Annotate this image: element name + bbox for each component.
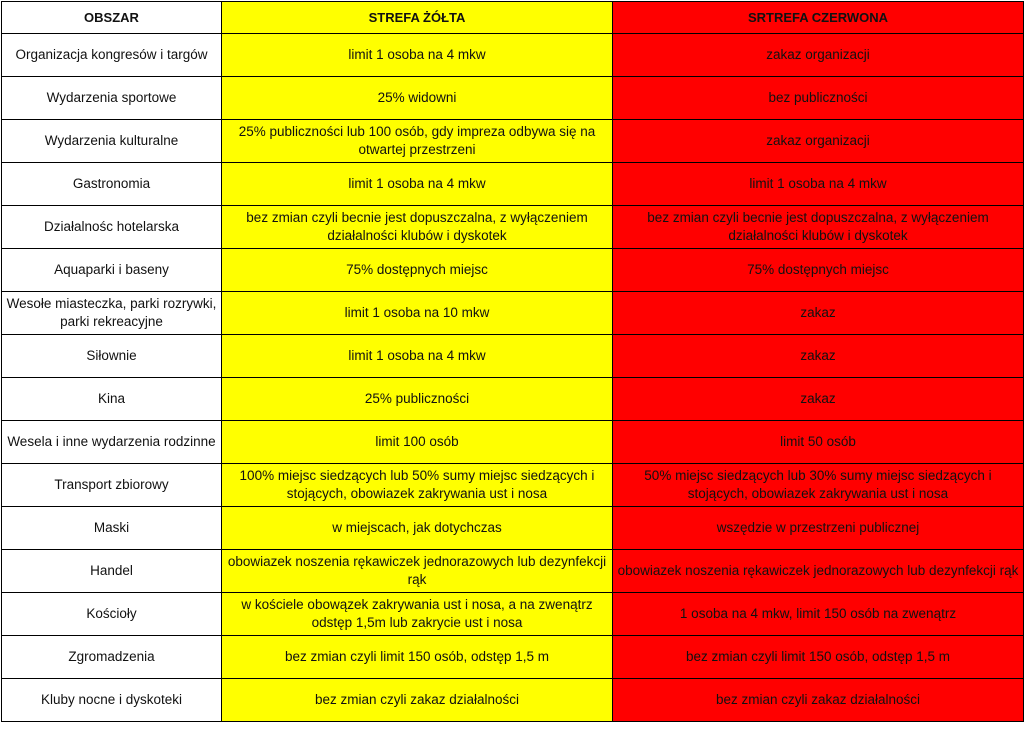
area-cell: Aquaparki i baseny [2,249,222,292]
red-zone-cell: zakaz organizacji [613,120,1024,163]
yellow-zone-cell: w kościele obowązek zakrywania ust i nosa, a na zwenątrz odstęp 1,5m lub zakrycie ust i nosa [222,593,613,636]
red-zone-cell: limit 1 osoba na 4 mkw [613,163,1024,206]
yellow-zone-cell: 75% dostępnych miejsc [222,249,613,292]
yellow-zone-cell: 25% publiczności lub 100 osób, gdy impreza odbywa się na otwartej przestrzeni [222,120,613,163]
yellow-zone-cell: limit 1 osoba na 10 mkw [222,292,613,335]
table-row [2,163,1024,206]
header-red-zone: SRTREFA CZERWONA [613,2,1024,34]
table-row [2,292,1024,335]
red-zone-cell: 50% miejsc siedzących lub 30% sumy miejsc siedzących i stojących, obowiazek zakrywania ust i nosa [613,464,1024,507]
yellow-zone-cell: bez zmian czyli becnie jest dopuszczalna, z wyłączeniem działalności klubów i dyskotek [222,206,613,249]
red-zone-cell: wszędzie w przestrzeni publicznej [613,507,1024,550]
yellow-zone-cell: limit 100 osób [222,421,613,464]
red-zone-cell: 75% dostępnych miejsc [613,249,1024,292]
yellow-zone-cell: 100% miejsc siedzących lub 50% sumy miejsc siedzących i stojących, obowiazek zakrywania ust i nosa [222,464,613,507]
yellow-zone-cell: limit 1 osoba na 4 mkw [222,335,613,378]
table-row [2,34,1024,77]
table-row [2,77,1024,120]
table-row [2,421,1024,464]
yellow-zone-cell: bez zmian czyli zakaz działalności [222,679,613,722]
table-row [2,378,1024,421]
table-row [2,679,1024,722]
red-zone-cell: zakaz organizacji [613,34,1024,77]
red-zone-cell: obowiazek noszenia rękawiczek jednorazowych lub dezynfekcji rąk [613,550,1024,593]
red-zone-cell: limit 50 osób [613,421,1024,464]
yellow-zone-cell: bez zmian czyli limit 150 osób, odstęp 1,5 m [222,636,613,679]
red-zone-cell: bez zmian czyli becnie jest dopuszczalna, z wyłączeniem działalności klubów i dyskotek [613,206,1024,249]
area-cell: Kina [2,378,222,421]
area-cell: Zgromadzenia [2,636,222,679]
area-cell: Organizacja kongresów i targów [2,34,222,77]
header-row [2,2,1024,34]
yellow-zone-cell: limit 1 osoba na 4 mkw [222,34,613,77]
yellow-zone-cell: 25% widowni [222,77,613,120]
red-zone-cell: bez publiczności [613,77,1024,120]
area-cell: Kluby nocne i dyskoteki [2,679,222,722]
area-cell: Wydarzenia kulturalne [2,120,222,163]
area-cell: Wydarzenia sportowe [2,77,222,120]
yellow-zone-cell: w miejscach, jak dotychczas [222,507,613,550]
header-area: OBSZAR [2,2,222,34]
area-cell: Kościoły [2,593,222,636]
area-cell: Wesołe miasteczka, parki rozrywki, parki rekreacyjne [2,292,222,335]
area-cell: Transport zbiorowy [2,464,222,507]
area-cell: Działalnośc hotelarska [2,206,222,249]
restrictions-table [1,1,1024,722]
area-cell: Wesela i inne wydarzenia rodzinne [2,421,222,464]
table-row [2,507,1024,550]
red-zone-cell: bez zmian czyli zakaz działalności [613,679,1024,722]
table-row [2,464,1024,507]
red-zone-cell: zakaz [613,292,1024,335]
table-row [2,636,1024,679]
table-row [2,593,1024,636]
table-row [2,206,1024,249]
area-cell: Siłownie [2,335,222,378]
area-cell: Maski [2,507,222,550]
red-zone-cell: zakaz [613,335,1024,378]
table-row [2,335,1024,378]
area-cell: Gastronomia [2,163,222,206]
area-cell: Handel [2,550,222,593]
header-yellow-zone: STREFA ŻÓŁTA [222,2,613,34]
table-row [2,550,1024,593]
yellow-zone-cell: limit 1 osoba na 4 mkw [222,163,613,206]
yellow-zone-cell: 25% publiczności [222,378,613,421]
red-zone-cell: 1 osoba na 4 mkw, limit 150 osób na zwenątrz [613,593,1024,636]
red-zone-cell: bez zmian czyli limit 150 osób, odstęp 1,5 m [613,636,1024,679]
red-zone-cell: zakaz [613,378,1024,421]
table-row [2,120,1024,163]
table-row [2,249,1024,292]
yellow-zone-cell: obowiazek noszenia rękawiczek jednorazowych lub dezynfekcji rąk [222,550,613,593]
